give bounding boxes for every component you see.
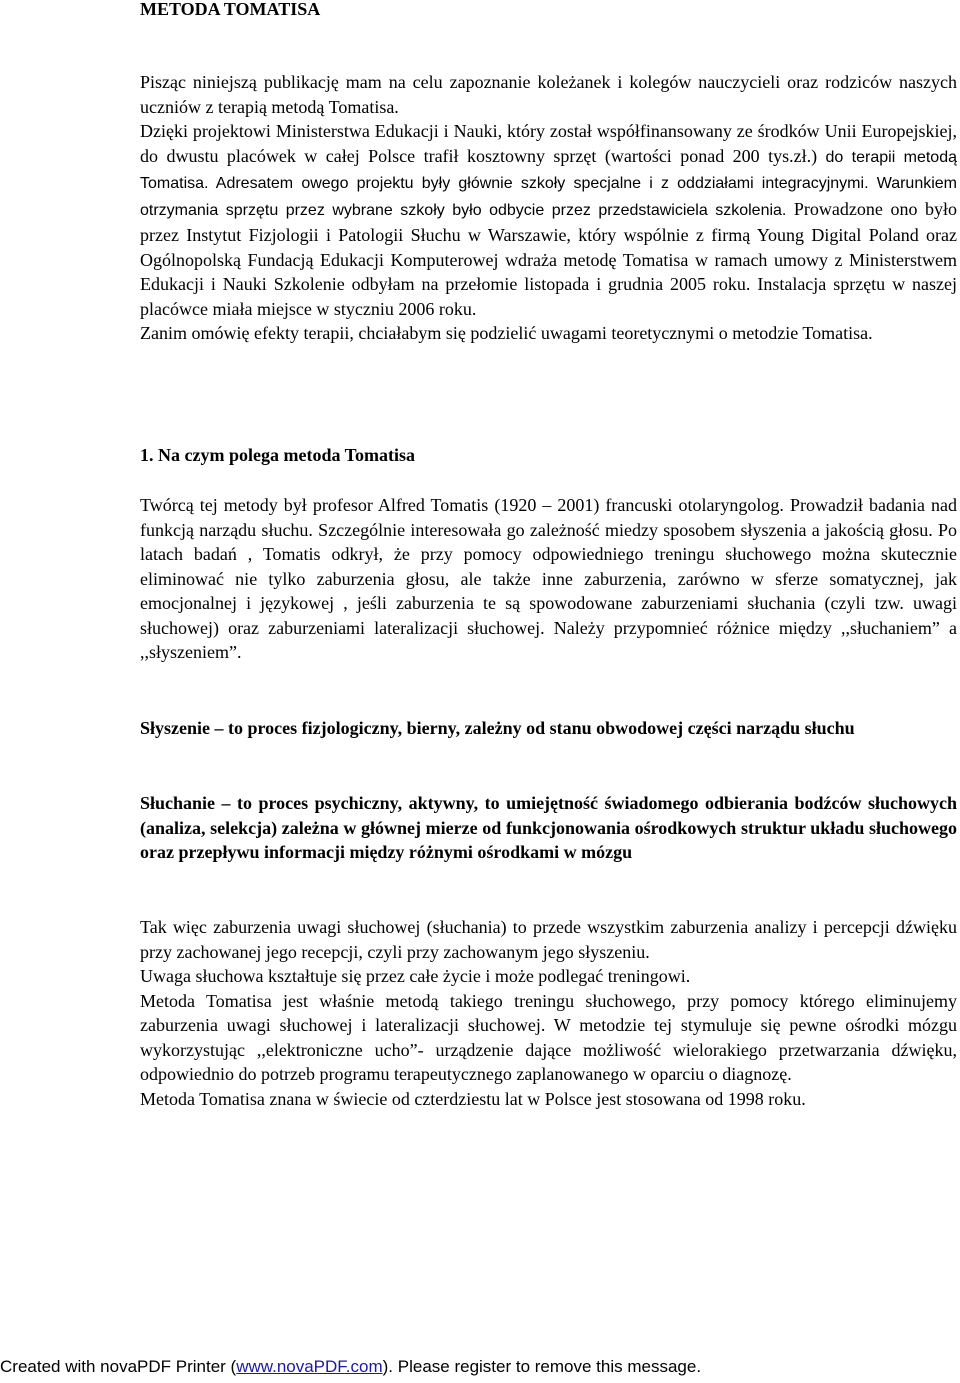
section-1-paragraph-1-block xyxy=(140,493,957,665)
footer-prefix: Created with novaPDF Printer ( xyxy=(0,1357,237,1376)
document-title: METODA TOMATISA xyxy=(140,0,321,19)
intro-p2-part-b: do terapii metodą Tomatisa. Adresatem owego projektu były głównie szkoły specjalne i z oddziałami integracyjnymi. Warunkiem otrzymania sprzętu przez wybrane szkoły było odbycie przez przedstawiciela szkolenia. xyxy=(140,148,958,219)
section-1-paragraph-5: Metoda Tomatisa znana w świecie od czterdziestu lat w Polsce jest stosowana od 1998 roku. xyxy=(140,1088,806,1109)
intro-paragraph-1: Pisząc niniejszą publikację mam na celu zapoznanie koleżanek i kolegów nauczycieli oraz rodziców naszych uczniów z terapią metodą Tomatisa. xyxy=(140,72,957,117)
definition-listening-block xyxy=(140,791,957,865)
section-1-paragraph-1: Twórcą tej metody był profesor Alfred Tomatis (1920 – 2001) francuski otolaryngolog. Prowadził badania nad funkcją narządu słuchu. Szczególnie interesowała go zależność miedzy sposobem słyszenia a jakością głosu. Po latach badań , Tomatis odkrył, że przy pomocy odpowiedniego treningu słuchowego można skutecznie eliminować nie tylko zaburzenia głosu, ale także inne zaburzenia, zarówno w sferze somatycznej, jak emocjonalnej i językowej , jeśli zaburzenia te są spowodowane zaburzeniami słuchania (czyli tzw. uwagi słuchowej) oraz zaburzeniami lateralizacji słuchowej. Należy przypomnieć różnice między ,,słuchaniem” a ,,słyszeniem”. xyxy=(140,495,957,662)
footer-suffix: ). Please register to remove this message. xyxy=(382,1357,702,1376)
watermark-footer xyxy=(0,1356,701,1378)
section-heading: 1. Na czym polega metoda Tomatisa xyxy=(140,445,415,465)
definition-hearing: Słyszenie – to proces fizjologiczny, bierny, zależny od stanu obwodowej części narządu słuchu xyxy=(140,718,855,738)
section-1-closing-block xyxy=(140,915,957,1111)
intro-paragraph-3: Zanim omówię efekty terapii, chciałabym się podzielić uwagami teoretycznymi o metodzie Tomatisa. xyxy=(140,323,873,343)
footer-link[interactable]: www.novaPDF.com xyxy=(236,1357,383,1376)
intro-paragraph-2 xyxy=(140,119,957,321)
section-1-paragraph-4: Metoda Tomatisa jest właśnie metodą takiego treningu słuchowego, przy pomocy którego eliminujemy zaburzenia uwagi słuchowej i lateralizacji słuchowej. W metodzie tej stymuluje się pewne ośrodki mózgu wykorzystując ,,elektroniczne ucho”- urządzenie dające możliwość wielorakiego przetwarzania dźwięku, odpowiednio do potrzeb programu terapeutycznego zaplanowanego w oparciu o diagnozę. xyxy=(140,990,957,1084)
definition-hearing-block xyxy=(140,716,957,741)
section-1-paragraph-3: Uwaga słuchowa kształtuje się przez całe życie i może podlegać treningowi. xyxy=(140,966,691,986)
definition-listening: Słuchanie – to proces psychiczny, aktywny, to umiejętność świadomego odbierania bodźców słuchowych (analiza, selekcja) zależna w głównej mierze od funkcjonowania ośrodkowych struktur układu słuchowego oraz przepływu informacji między różnymi ośrodkami w mózgu xyxy=(140,793,957,862)
intro-p2-part-c: Prowadzone ono było przez Instytut Fizjologii i Patologii Słuchu w Warszawie, który wspólnie z firmą Young Digital Poland oraz Ogólnopolską Fundacją Edukacji Komputerowej wdraża metodę Tomatisa w ramach umowy z Ministerstwem Edukacji i Nauki Szkolenie odbyłam na przełomie listopada i grudnia 2005 roku. Instalacja sprzętu w naszej placówce miała miejsce w styczniu 2006 roku. xyxy=(140,198,957,319)
intro-p2-part-a: Dzięki projektowi Ministerstwa Edukacji i Nauki, który został współfinansowany ze środków Unii Europejskiej, do dwustu placówek w całej Polsce trafił kosztowny sprzęt (wartości ponad 200 tys.zł.) xyxy=(140,121,957,166)
intro-section xyxy=(140,70,957,346)
section-1-paragraph-2: Tak więc zaburzenia uwagi słuchowej (słuchania) to przede wszystkim zaburzenia analizy i percepcji dźwięku przy zachowanej jego recepcji, czyli przy zachowanym jego słyszeniu. xyxy=(140,917,957,962)
